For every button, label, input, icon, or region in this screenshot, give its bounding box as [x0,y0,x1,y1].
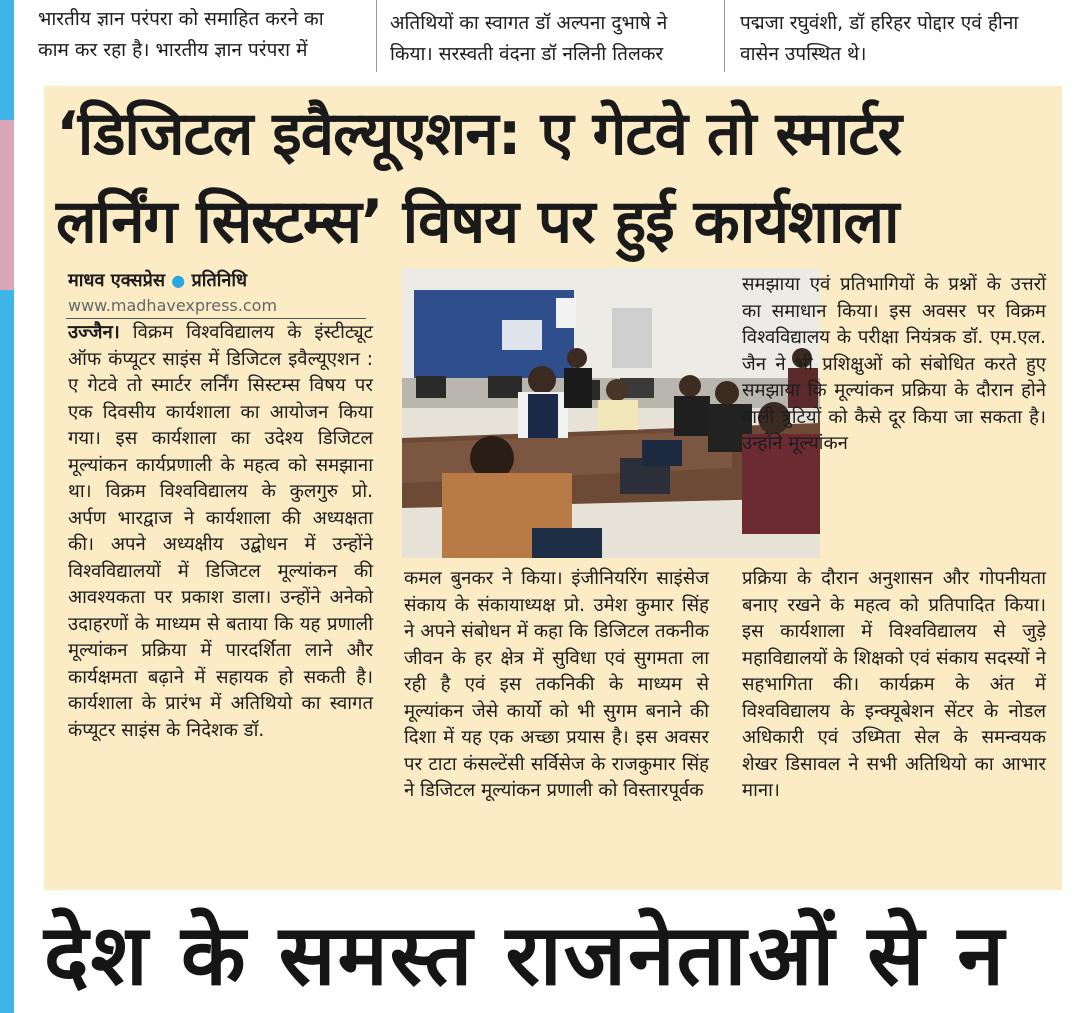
prev-article-column-2 [390,8,710,70]
prev-text-line: किया। सरस्वती वंदना डॉ नलिनी तिलकर [390,43,664,65]
article-column-3 [742,272,1046,458]
column-divider [724,0,725,72]
article-body-text: समझाया एवं प्रतिभागियों के प्रश्नों के उत्तरों का समाधान किया। इस अवसर पर विक्रम विश्वविद्यालय के परीक्षा नियंत्रक डॉ. एम.एल. जैन ने भी प्रशिक्षुओं को संबोधित करते हुए समझाया कि मूल्यांकन प्रक्रिया के दौरान होने वाली त्रुटियों को कैसे दूर किया जा सकता है। उन्होंने मूल्यांकन [742,274,1046,454]
prev-article-column-1 [38,4,368,66]
page-edge-strip [0,0,14,1013]
dateline: उज्जैन। [68,322,120,343]
byline-source: माधव एक्सप्रेस [68,270,166,291]
prev-text-line: काम कर रहा है। भारतीय ज्ञान परंपरा में [38,39,308,61]
byline [68,268,247,292]
article-body-text: विक्रम विश्वविद्यालय के इंस्टीट्यूट ऑफ कंप्यूटर साइंस में डिजिटल इवैल्यूएशन : ए गेटवे तो स्मार्टर लर्निंग सिस्टम्स विषय पर एक दिवसीय कार्यशाला का आयोजन किया गया। इस कार्यशाला का उदेश्य डिजिटल मूल्यांकन कार्यप्रणाली के महत्व को समझाना था। विक्रम विश्वविद्यालय के कुलगुरु प्रो. अर्पण भारद्वाज ने कार्यशाला की अध्यक्षता की। अपने अध्यक्षीय उद्बोधन में उन्होंने विश्वविद्यालयों में डिजिटल मूल्यांकन की आवश्यकता पर प्रकाश डाला। उन्होंने अनेको उदाहरणों के माध्यम से बताया कि यह प्रणाली मूल्यांकन प्रक्रिया में पारदर्शिता लाने और कार्यक्षमता बढ़ाने में सहायक हो सकती है। कार्यशाला के प्रारंभ में अतिथियो का स्वागत कंप्यूटर साइंस के निदेशक डॉ. [68,322,373,741]
article-body-text: कमल बुनकर ने किया। इंजीनियरिंग साइंसेज संकाय के संकायाध्यक्ष प्रो. उमेश कुमार सिंह ने अपने संबोधन में कहा कि डिजिटल तकनीक जीवन के हर क्षेत्र में सुविधा एवं सुगमता ला रही है एवं इस तकनिकी के माध्यम से मूल्यांकन जेसे कार्यो को भी सुगम बनाने की दिशा में यह एक अच्छा प्रयास है। इस अवसर पर टाटा कंसल्टेंसी सर्विसेज के राजकुमार सिंह ने डिजिटल मूल्यांकन प्रणाली को विस्तारपूर्वक [404,568,709,801]
article-body-text: प्रक्रिया के दौरान अनुशासन और गोपनीयता बनाए रखने के महत्व को प्रतिपादित किया। इस कार्यशाला में विश्वविद्यालय से जुड़े महाविद्यालयों के शिक्षको एवं संकाय सदस्यों ने सहभागिता की। कार्यक्रम के अंत में विश्वविद्यालय के इन्क्यूबेशन सेंटर के नोडल अधिकारी एवं उध्मिता सेल के समन्वयक शेखर डिसावल ने सभी अतिथियो का आभार माना। [742,568,1046,801]
article-headline [56,90,1056,266]
prev-text-line: भारतीय ज्ञान परंपरा को समाहित करने का [38,8,324,30]
prev-text-line: अतिथियों का स्वागत डॉ अल्पना दुभाषे ने [390,12,668,34]
news-article-box [44,86,1062,890]
prev-text-line: वासेन उपस्थित थे। [740,43,867,65]
headline-line-1: ‘डिजिटल इवैल्यूएशन: ए गेटवे तो स्मार्टर [56,99,902,169]
prev-text-line: पद्मजा रघुवंशी, डॉ हरिहर पोद्दार एवं हीना [740,12,1019,34]
byline-role: प्रतिनिधि [191,270,248,291]
article-column-3-continued [742,566,1046,805]
article-column-1 [68,320,373,744]
article-column-2 [404,566,709,805]
column-divider [376,0,377,72]
bullet-icon: ● [171,271,186,290]
next-article-headline: देश के समस्त राजनेताओं से न [44,906,1006,1004]
website-url: www.madhavexpress.com [68,296,278,315]
byline-underline [66,318,366,319]
prev-article-column-3 [740,8,1075,70]
headline-line-2: लर्निंग सिस्टम्स’ विषय पर हुई कार्यशाला [56,187,899,257]
page-edge-accent [0,120,14,290]
